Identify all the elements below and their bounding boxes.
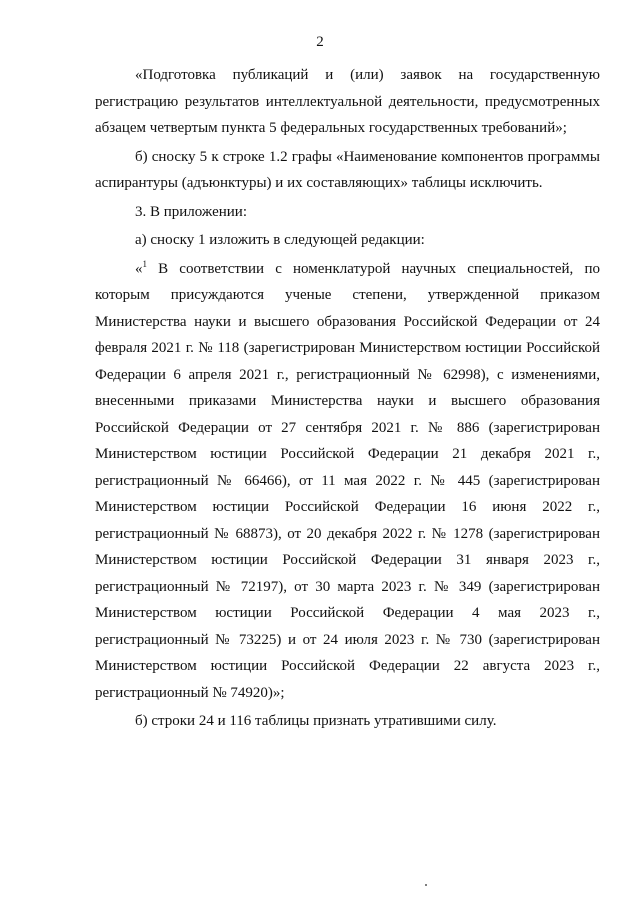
page-number: 2 <box>316 34 324 50</box>
document-body <box>95 62 600 735</box>
paragraph-footnote-5: б) сноску 5 к строке 1.2 графы «Наименование компонентов программы аспирантуры (адъюнктуры) и их составляющих» таблицы исключить. <box>95 148 600 191</box>
paragraph-appendix-heading: 3. В приложении: <box>135 203 247 220</box>
paragraph-rows-void: б) строки 24 и 116 таблицы признать утратившими силу. <box>135 713 497 729</box>
open-quote: « <box>135 260 143 277</box>
scan-speck <box>425 884 427 886</box>
footnote-marker: 1 <box>142 258 147 269</box>
footnote-body: В соответствии с номенклатурой научных специальностей, по которым присуждаются ученые степени, утвержденной приказом Министерства науки и высшего образования Российской Федерации от 24 февраля 2021 г. № 118 (зарегистрирован Министерством юстиции Российской Федерации 6 апреля 2021 г., регистрационный № 62998), с изменениями, внесенными приказами Министерства науки и высшего образования Российской Федерации от 27 сентября 2021 г. № 886 (зарегистрирован Министерством юстиции Российской Федерации 21 декабря 2021 г., регистрационный № 66466), от 11 мая 2022 г. № 445 (зарегистрирован Министерством юстиции Российской Федерации 16 июня 2022 г., регистрационный № 68873), от 20 декабря 2022 г. № 1278 (зарегистрирован Министерством юстиции Российской Федерации 31 января 2023 г., регистрационный № 72197), от 30 марта 2023 г. № 349 (зарегистрирован Министерством юстиции Российской Федерации 4 мая 2023 г., регистрационный № 73225) и от 24 июля 2023 г. № 730 (зарегистрирован Министерством юстиции Российской Федерации 22 августа 2023 г., регистрационный № 74920)»; <box>95 260 600 701</box>
footnote-1-text <box>95 256 600 707</box>
paragraph-quote-publications: «Подготовка публикаций и (или) заявок на государственную регистрацию результатов интеллектуальной деятельности, предусмотренных абзацем четвертым пункта 5 федеральных государственных требований»; <box>95 67 600 136</box>
paragraph-footnote-1-intro: а) сноску 1 изложить в следующей редакции: <box>135 232 425 248</box>
